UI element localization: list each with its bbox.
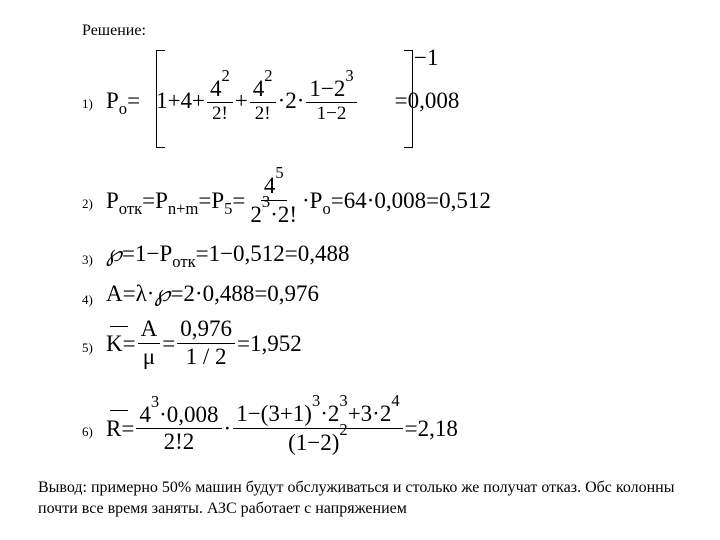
step-6-formula: R = $\frac{4^3\cdot 0,008}{2!2}$ · $\frac{1-(3+1)^3\cdot 2^3+3\cdot 2^4}{(1-2)^2}$ =2,18: [106, 391, 458, 455]
step-2-formula: [106, 160, 491, 240]
step-1-plus: +: [234, 87, 248, 113]
step-1-eq: =: [127, 87, 141, 113]
step-2-mid-2: $=P_5$: [198, 187, 233, 218]
step-4-formula: A=λ·℘=2·0,488=0,976: [106, 281, 320, 307]
step-5-lhs: K: [106, 330, 123, 356]
step-6-result: =2,18: [404, 415, 458, 441]
step-2-fraction: $\frac{4^5}{2^3\cdot 2!}$: [250, 163, 298, 227]
step-2-result: =64·0,008=0,512: [330, 187, 491, 213]
conclusion-text: Вывод: примерно 50% машин будут обслуживаться и столько же получат отказ. Обс колонны почти все время заняты. АЗС работает с напряжением: [38, 479, 675, 517]
step-4-result: =2·0,488=0,976: [170, 281, 320, 306]
step-1-fraction-2: $\frac{4^2}{2!}$: [250, 76, 276, 124]
step-1-right-bracket: [404, 50, 413, 148]
step-5-number: 5): [82, 340, 93, 355]
step-1-fraction-1: $\frac{4^2}{2!}$: [207, 76, 233, 124]
step-2-lhs: $P_{отк}$: [106, 187, 143, 218]
step-5-formula: K = $\frac{A}{\mu}$ = $\frac{0,976}{1 / 2}$ =1,952: [106, 316, 302, 369]
step-2-after: $\cdot P_o$: [302, 187, 331, 218]
step-3-formula: $℘=1-P_{отк}=1-0,512=0,488$: [106, 241, 350, 271]
step-1-mult: ·2·: [277, 87, 305, 113]
step-5-fraction-1: $\frac{A}{\mu}$: [138, 317, 161, 368]
step-2-eq: =: [232, 187, 246, 213]
step-6-fraction-1: $\frac{4^3\cdot 0,008}{2!2}$: [136, 402, 221, 454]
step-1-fraction-3: $\frac{1-2^3}{1-2}$: [306, 76, 356, 124]
solution-heading: Решение:: [82, 22, 146, 39]
step-3-number: 3): [82, 252, 93, 267]
step-6-lhs: R: [106, 415, 122, 441]
step-3-symbol: ℘: [106, 241, 123, 267]
step-3-result: =1−0,512=0,488: [195, 241, 350, 266]
step-2-mid-1: $=P_{n+m}$: [142, 187, 199, 218]
step-4-number: 4): [82, 292, 93, 307]
step-4-symbol: ℘: [154, 281, 171, 307]
step-1-lhs: $P_o$: [106, 87, 128, 118]
step-5-result: =1,952: [236, 330, 302, 356]
step-1-number: 1): [82, 96, 93, 111]
step-6-fraction-2: $\frac{1-(3+1)^3\cdot 2^3+3\cdot 2^4}{(1-2)^2}$: [233, 401, 402, 454]
step-6-number: 6): [82, 424, 93, 439]
step-2-number: 2): [82, 196, 93, 211]
step-1-result: =0,008: [394, 87, 460, 113]
step-1-left-bracket: [156, 50, 165, 148]
step-1-outer-exponent: −1: [414, 45, 439, 70]
step-5-fraction-2: $\frac{0,976}{1 / 2}$: [177, 317, 235, 368]
step-1-open-term: 1+4+: [156, 87, 206, 113]
